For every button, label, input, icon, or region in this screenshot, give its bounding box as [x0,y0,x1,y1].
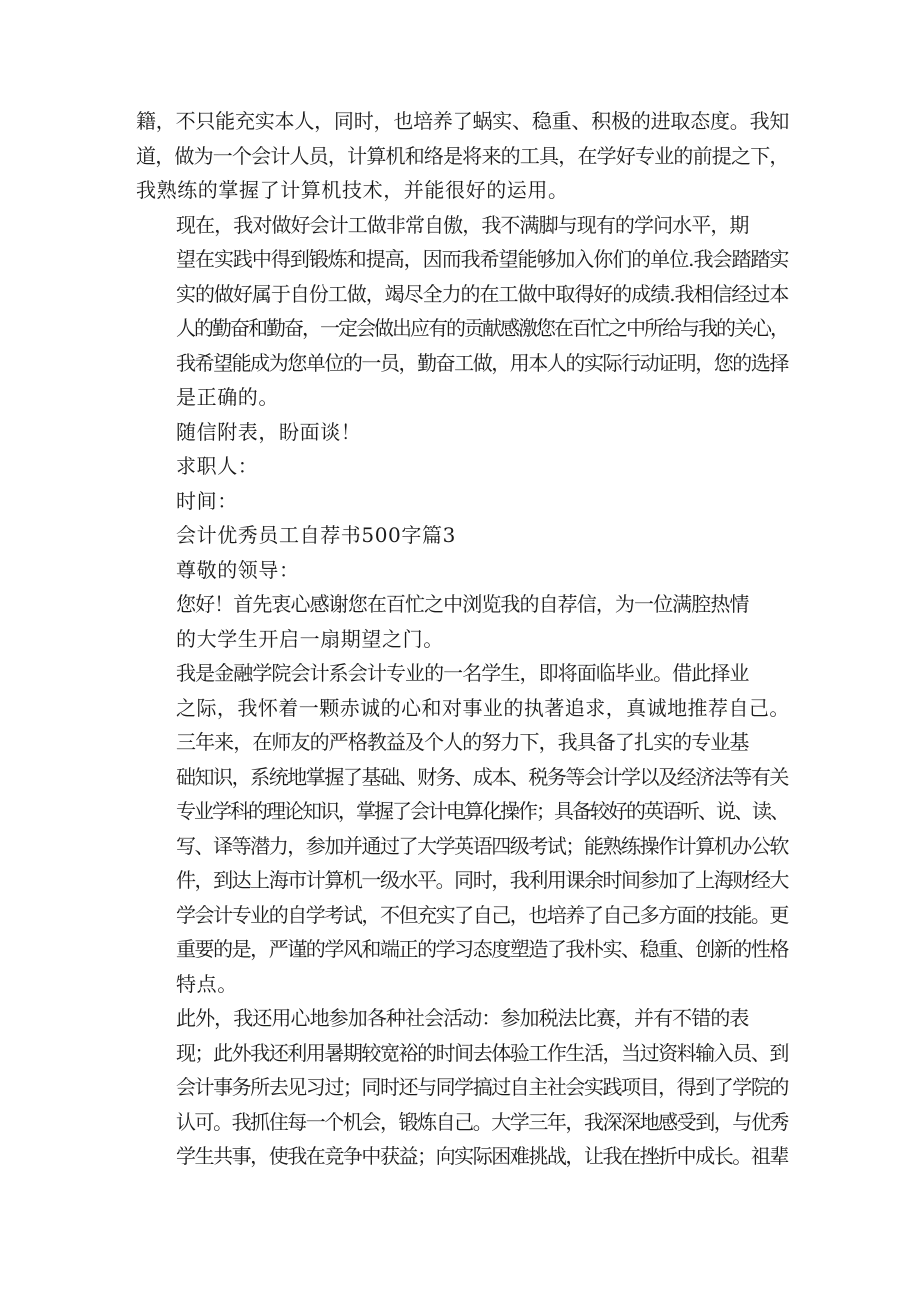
text-line: 道，做为一个会计人员，计算机和络是将来的工具，在学好专业的前提之下， [136,143,789,168]
text-line: 时间： [176,488,238,513]
text-line: 重要的是，严谨的学风和端正的学习态度塑造了我朴实、稳重、创新的性格 [176,937,788,961]
text-line: 您好！首先衷心感谢您在百忙之中浏览我的自荐信，为一位满腔热情 [176,592,749,616]
text-line: 会计优秀员工自荐书500字篇3 [176,523,456,547]
paragraph [136,518,790,553]
paragraph [136,104,790,208]
paragraph [136,484,790,519]
text-line: 望在实践中得到锻炼和提高，因而我希望能够加入你们的单位.我会踏踏实 [176,247,789,271]
text-line: 随信附表，盼面谈！ [176,419,362,444]
paragraph [136,1001,790,1174]
text-line: 写、译等潜力，参加并通过了大学英语四级考试；能熟练操作计算机办公软 [176,833,788,858]
text-line: 现在，我对做好会计工做非常自傲，我不满脚与现有的学问水平，期 [176,212,749,237]
text-line: 籍，不只能充实本人，同时，也培养了蜗实、稳重、积极的进取态度。我知 [136,109,790,133]
text-line: 的大学生开启一扇期望之门。 [176,626,444,651]
text-line: 我熟练的掌握了计算机技术，并能很好的运用。 [136,178,569,202]
paragraph [136,587,790,656]
text-line: 求职人： [176,454,259,478]
text-line: 人的勤奋和勤奋，一定会做出应有的贡献感激您在百忙之中所给与我的关心， [176,316,788,340]
text-line: 特点。 [176,971,238,996]
text-line: 实的做好属于自份工做，竭尽全力的在工做中取得好的成绩.我相信经过本 [176,281,789,306]
text-line: 会计事务所去见习过；同时还与同学搞过自主社会实践项目，得到了学院的 [176,1075,788,1099]
text-line: 尊敬的领导： [176,557,300,582]
text-line: 我希望能成为您单位的一员，勤奋工做，用本人的实际行动证明，您的选择 [176,350,788,375]
text-line: 三年来，在师友的严格教益及个人的努力下，我具备了扎实的专业基 [176,730,749,754]
text-line: 是正确的。 [176,385,279,409]
paragraph [136,449,790,484]
text-line: 认可。我抓住每一个机会，锻炼自己。大学三年，我深深地感受到，与优秀 [176,1109,788,1134]
paragraph [136,656,790,725]
paragraph [136,553,790,588]
text-line: 此外，我还用心地参加各种社会活动：参加税法比赛，并有不错的表 [176,1006,749,1030]
text-line: 件，到达上海市计算机一级水平。同时，我利用课余时间参加了上海财经大 [176,868,788,892]
text-line: 学生共事，使我在竞争中获益；向实际困难挑战，让我在挫折中成长。祖辈 [176,1144,788,1168]
text-line: 学会计专业的自学考试，不但充实了自己，也培养了自己多方面的技能。更 [176,902,788,927]
paragraph [136,208,790,415]
text-line: 础知识，系统地掌握了基础、财务、成本、税务等会计学以及经济法等有关 [176,764,788,789]
paragraph [136,415,790,450]
text-line: 之际，我怀着一颗赤诚的心和对事业的执著追求，真诚地推荐自己。 [176,695,790,720]
text-line: 现；此外我还利用暑期较宽裕的时间去体验工作生活，当过资料输入员、到 [176,1040,788,1065]
text-line: 我是金融学院会计系会计专业的一名学生，即将面临毕业。借此择业 [176,661,749,685]
paragraph [136,725,790,1001]
text-line: 专业学科的理论知识，掌握了会计电算化操作；具备较好的英语听、说、读、 [176,799,788,823]
